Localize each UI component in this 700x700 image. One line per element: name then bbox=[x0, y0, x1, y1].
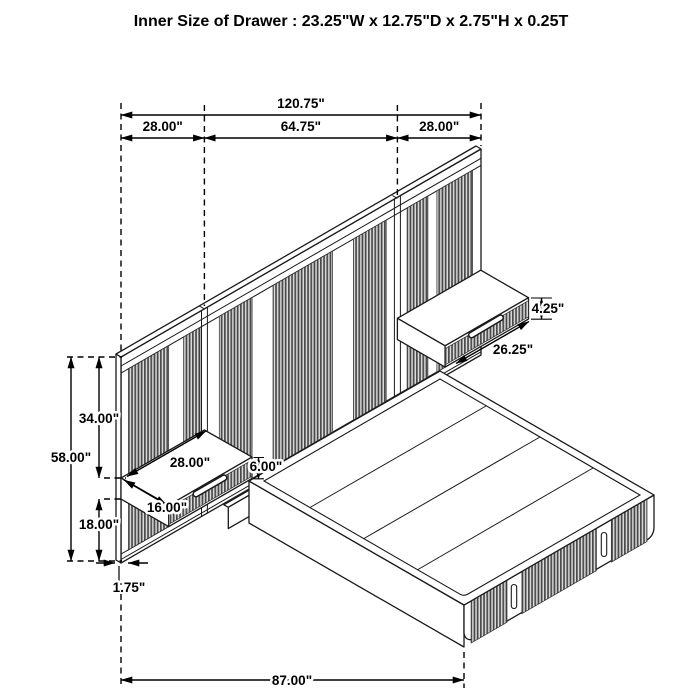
dim-nightstand-height: 6.00" bbox=[249, 459, 283, 474]
drawer-handle-icon bbox=[601, 533, 606, 557]
dim-right-section: 28.00" bbox=[419, 119, 460, 134]
dim-center-section: 64.75" bbox=[280, 119, 321, 134]
dim-nightstand-width: 28.00" bbox=[169, 455, 211, 470]
page-title: Inner Size of Drawer : 23.25"W x 12.75"D x 2.75"H x 0.25T bbox=[133, 13, 569, 30]
dim-total-height: 58.00" bbox=[50, 450, 92, 465]
dim-nightstand-depth: 16.00" bbox=[146, 500, 188, 515]
dim-drawer-height: 4.25" bbox=[531, 301, 565, 316]
dim-drawer-width: 26.25" bbox=[492, 342, 534, 357]
dim-lower-height: 18.00" bbox=[78, 517, 120, 532]
fluted-band bbox=[273, 251, 333, 466]
dim-total-width: 120.75" bbox=[277, 96, 325, 111]
dim-upper-height: 34.00" bbox=[78, 411, 120, 426]
fluted-band bbox=[353, 220, 386, 420]
drawer-handle-icon bbox=[511, 585, 516, 609]
dim-left-section: 28.00" bbox=[142, 119, 183, 134]
fluted-band bbox=[407, 196, 428, 389]
dim-overall-depth: 87.00" bbox=[271, 673, 313, 688]
dim-panel-thickness: 1.75" bbox=[112, 580, 146, 595]
